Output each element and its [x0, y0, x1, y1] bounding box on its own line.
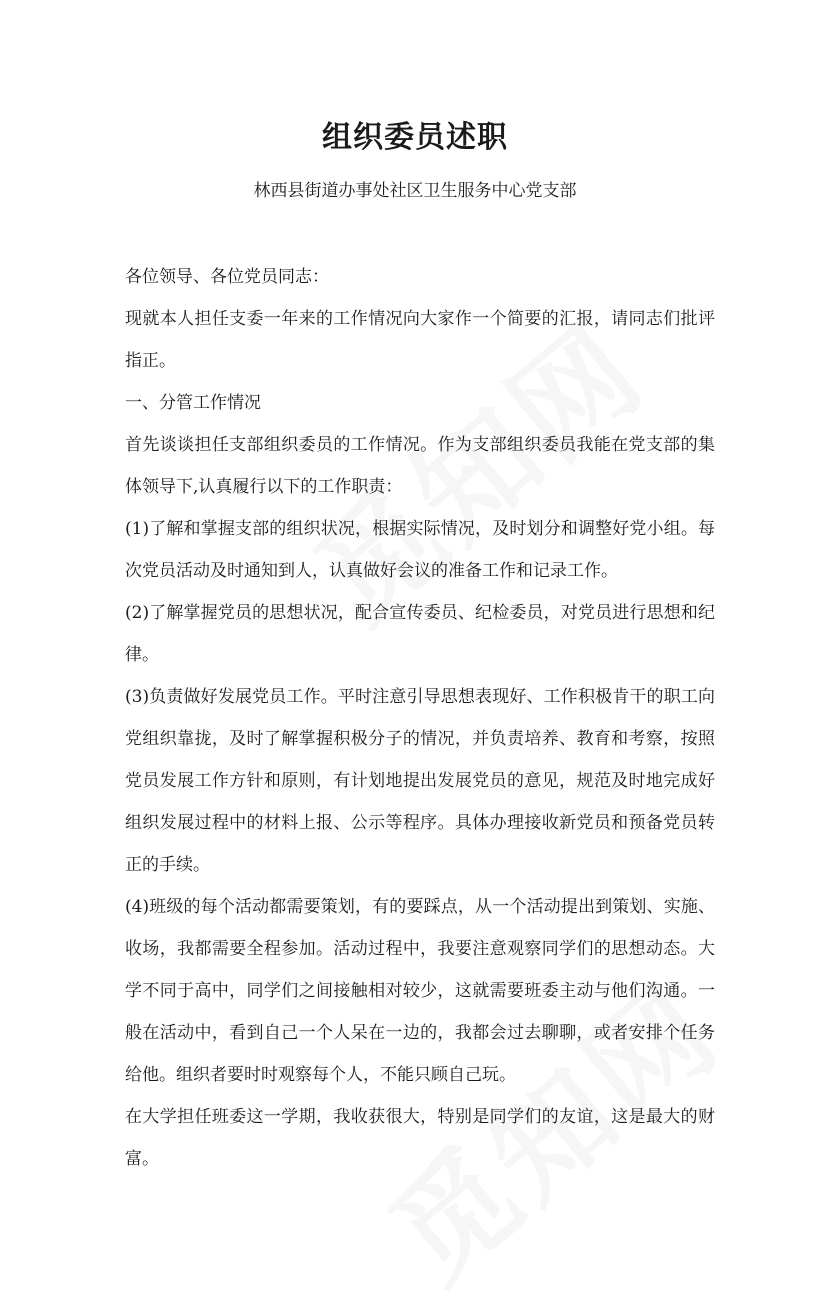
- duty-item-3: (3)负责做好发展党员工作。平时注意引导思想表现好、工作积极肯干的职工向党组织靠拢，及时了解掌握积极分子的情况，并负责培养、教育和考察，按照党员发展工作方针和原则，有计划地提出发展党员的意见，规范及时地完成好组织发展过程中的材料上报、公示等程序。具体办理接收新党员和预备党员转正的手续。: [125, 687, 715, 875]
- closing-paragraph: 在大学担任班委这一学期，我收获很大，特别是同学们的友谊，这是最大的财富。: [125, 1107, 715, 1169]
- document-body: [125, 256, 715, 1180]
- intro-paragraph: 现就本人担任支委一年来的工作情况向大家作一个简要的汇报，请同志们批评指正。: [125, 309, 715, 371]
- duty-item-2: (2)了解掌握党员的思想状况，配合宣传委员、纪检委员，对党员进行思想和纪律。: [125, 603, 715, 665]
- section-heading: 一、分管工作情况: [125, 393, 261, 413]
- body-paragraph: 首先谈谈担任支部组织委员的工作情况。作为支部组织委员我能在党支部的集体领导下,认真履行以下的工作职责：: [125, 435, 715, 497]
- document-title: 组织委员述职: [322, 120, 508, 155]
- document-subtitle: 林西县街道办事处社区卫生服务中心党支部: [253, 181, 577, 201]
- duty-item-4: (4)班级的每个活动都需要策划，有的要踩点，从一个活动提出到策划、实施、收场，我都需要全程参加。活动过程中，我要注意观察同学们的思想动态。大学不同于高中，同学们之间接触相对较少，这就需要班委主动与他们沟通。一般在活动中，看到自己一个人呆在一边的，我都会过去聊聊，或者安排个任务给他。组织者要时时观察每个人，不能只顾自己玩。: [125, 897, 715, 1085]
- duty-item-1: (1)了解和掌握支部的组织状况，根据实际情况，及时划分和调整好党小组。每次党员活动及时通知到人，认真做好会议的准备工作和记录工作。: [125, 519, 715, 581]
- greeting-paragraph: 各位领导、各位党员同志：: [125, 267, 329, 287]
